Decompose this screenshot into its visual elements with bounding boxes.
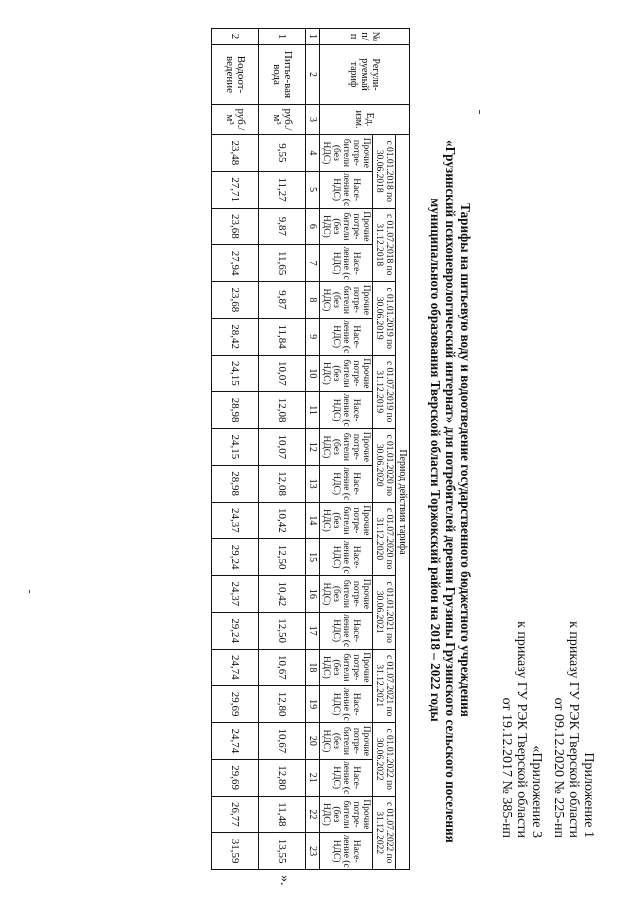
column-number: 12 xyxy=(306,429,320,466)
tariff-value: 12,08 xyxy=(259,392,306,429)
tariff-value: 10,42 xyxy=(259,576,306,613)
tariff-value: 29,69 xyxy=(212,759,259,796)
column-number: 13 xyxy=(306,465,320,502)
period-1: с 01.01.2018 по 30.06.2018 xyxy=(373,135,396,209)
tariff-value: 24,74 xyxy=(212,723,259,760)
tariff-value: 24,74 xyxy=(212,649,259,686)
tariff-value: 10,07 xyxy=(259,355,306,392)
period-8: с 01.07.2021 по 31.12.2021 xyxy=(373,649,396,723)
tariff-value: 11,48 xyxy=(259,796,306,833)
header-row-1 xyxy=(396,29,410,870)
tariff-value: 12,08 xyxy=(259,465,306,502)
subheader-population: Насе-ление (с НДС) xyxy=(320,245,373,282)
period-5: с 01.01.2020 по 30.06.2020 xyxy=(373,429,396,503)
tariff-value: 11,65 xyxy=(259,245,306,282)
tariff-value: 29,24 xyxy=(212,612,259,649)
subheader-other-consumers: Прочие потре-бители (без НДС) xyxy=(320,576,373,613)
row-tariff-name: Питье-вая вода xyxy=(259,45,306,105)
tariff-value: 28,42 xyxy=(212,318,259,355)
tariff-value: 28,98 xyxy=(212,465,259,502)
column-number: 15 xyxy=(306,539,320,576)
row-number: 1 xyxy=(259,29,306,45)
column-number: 21 xyxy=(306,759,320,796)
data-rows xyxy=(212,29,306,870)
tariff-value: 24,37 xyxy=(212,502,259,539)
column-number: 3 xyxy=(306,105,320,135)
title-line: Тарифы на питьевую воду и водоотведение государственного бюджетного учреждения xyxy=(458,203,473,717)
column-number: 22 xyxy=(306,796,320,833)
tariff-value: 10,67 xyxy=(259,723,306,760)
subheader-other-consumers: Прочие потре-бители (без НДС) xyxy=(320,502,373,539)
tariff-value: 27,71 xyxy=(212,171,259,208)
tariff-value: 23,68 xyxy=(212,208,259,245)
tariff-value: 13,55 xyxy=(259,833,306,870)
tariff-value: 29,24 xyxy=(212,539,259,576)
column-number: 19 xyxy=(306,686,320,723)
tariff-value: 23,48 xyxy=(212,135,259,172)
subheader-population: Насе-ление (с НДС) xyxy=(320,318,373,355)
header-unit: Ед. изм. xyxy=(320,105,410,135)
appendix-header-2 xyxy=(499,621,544,838)
tariff-value: 11,84 xyxy=(259,318,306,355)
column-number: 1 xyxy=(306,29,320,45)
column-number: 9 xyxy=(306,318,320,355)
subheader-row xyxy=(320,29,373,870)
tariff-value: 28,98 xyxy=(212,392,259,429)
subheader-population: Насе-ление (с НДС) xyxy=(320,833,373,870)
period-6: с 01.07.2020 по 31.12.2020 xyxy=(373,502,396,576)
appendix-line: от 09.12.2020 № 225-нп xyxy=(551,697,566,838)
appendix-line: от 19.12.2017 № 385-нп xyxy=(499,697,514,838)
subheader-population: Насе-ление (с НДС) xyxy=(320,465,373,502)
period-10: с 01.07.2022 по 31.12.2022 xyxy=(373,796,396,870)
period-3: с 01.01.2019 по 30.06.2019 xyxy=(373,282,396,356)
row-number: 2 xyxy=(212,29,259,45)
appendix-line: Приложение 1 xyxy=(581,752,596,838)
row-unit: руб./м³ xyxy=(259,105,306,135)
header-number: № п/п xyxy=(320,29,410,45)
subheader-other-consumers: Прочие потре-бители (без НДС) xyxy=(320,355,373,392)
column-number: 17 xyxy=(306,612,320,649)
subheader-population: Насе-ление (с НДС) xyxy=(320,612,373,649)
period-9: с 01.01.2022 по 30.06.2022 xyxy=(373,723,396,797)
tariff-value: 29,69 xyxy=(212,686,259,723)
column-number: 2 xyxy=(306,45,320,105)
scan-speck xyxy=(479,110,480,114)
title-line: муниципального образования Тверской области Торжокский район на 2018 – 2022 годы xyxy=(428,198,444,722)
tariff-value: 10,07 xyxy=(259,429,306,466)
row-tariff-name: Водоот-ведение xyxy=(212,45,259,105)
tariff-value: 12,80 xyxy=(259,759,306,796)
subheader-population: Насе-ление (с НДС) xyxy=(320,392,373,429)
tariff-value: 10,67 xyxy=(259,649,306,686)
subheader-other-consumers: Прочие потре-бители (без НДС) xyxy=(320,282,373,319)
tariff-value: 27,94 xyxy=(212,245,259,282)
period-7: с 01.01.2021 по 30.06.2021 xyxy=(373,576,396,650)
column-number: 4 xyxy=(306,135,320,172)
tariff-table xyxy=(211,28,410,870)
tariff-value: 11,27 xyxy=(259,171,306,208)
period-row xyxy=(373,29,396,870)
column-number: 8 xyxy=(306,282,320,319)
table-row xyxy=(212,29,259,870)
column-number: 20 xyxy=(306,723,320,760)
row-unit: руб./м³ xyxy=(212,105,259,135)
tariff-value: 9,55 xyxy=(259,135,306,172)
subheader-population: Насе-ление (с НДС) xyxy=(320,759,373,796)
tariff-value: 24,37 xyxy=(212,576,259,613)
tariff-value: 9,87 xyxy=(259,208,306,245)
tariff-value: 23,68 xyxy=(212,282,259,319)
appendix-line: к приказу ГУ РЭК Тверской области xyxy=(566,621,581,838)
period-4: с 01.07.2019 по 31.12.2019 xyxy=(373,355,396,429)
header-tariff: Регули-руемый тариф xyxy=(320,45,410,105)
period-2: с 01.07.2018 по 31.12.2018 xyxy=(373,208,396,282)
subheader-population: Насе-ление (с НДС) xyxy=(320,171,373,208)
column-number: 11 xyxy=(306,392,320,429)
closing-quote: ». xyxy=(277,875,292,886)
subheader-population: Насе-ление (с НДС) xyxy=(320,539,373,576)
subheader-other-consumers: Прочие потре-бители (без НДС) xyxy=(320,723,373,760)
subheader-other-consumers: Прочие потре-бители (без НДС) xyxy=(320,208,373,245)
column-number: 10 xyxy=(306,355,320,392)
appendix-line: к приказу ГУ РЭК Тверской области xyxy=(514,621,529,838)
appendix-line: «Приложение 3 xyxy=(529,745,544,838)
subheader-population: Насе-ление (с НДС) xyxy=(320,686,373,723)
tariff-value: 24,15 xyxy=(212,429,259,466)
header-period: Период действия тарифа xyxy=(396,135,410,870)
subheader-other-consumers: Прочие потре-бители (без НДС) xyxy=(320,135,373,172)
tariff-value: 9,87 xyxy=(259,282,306,319)
tariff-value: 26,77 xyxy=(212,796,259,833)
column-number-row xyxy=(306,29,320,870)
tariff-value: 31,59 xyxy=(212,833,259,870)
tariff-value: 24,15 xyxy=(212,355,259,392)
column-number: 16 xyxy=(306,576,320,613)
column-number: 18 xyxy=(306,649,320,686)
column-number: 23 xyxy=(306,833,320,870)
column-number: 7 xyxy=(306,245,320,282)
tariff-value: 12,50 xyxy=(259,612,306,649)
title-line: «Грузинский психоневрологический интернат» для потребителей деревни Грузины Грузинского сельского поселения xyxy=(443,140,459,843)
column-number: 14 xyxy=(306,502,320,539)
tariff-value: 12,80 xyxy=(259,686,306,723)
appendix-header-1 xyxy=(551,621,596,838)
tariff-value: 10,42 xyxy=(259,502,306,539)
scan-speck xyxy=(29,590,30,593)
subheader-other-consumers: Прочие потре-бители (без НДС) xyxy=(320,429,373,466)
column-number: 6 xyxy=(306,208,320,245)
subheader-other-consumers: Прочие потре-бители (без НДС) xyxy=(320,649,373,686)
table-row xyxy=(259,29,306,870)
document-title xyxy=(428,140,473,843)
column-number: 5 xyxy=(306,171,320,208)
subheader-other-consumers: Прочие потре-бители (без НДС) xyxy=(320,796,373,833)
tariff-value: 12,50 xyxy=(259,539,306,576)
